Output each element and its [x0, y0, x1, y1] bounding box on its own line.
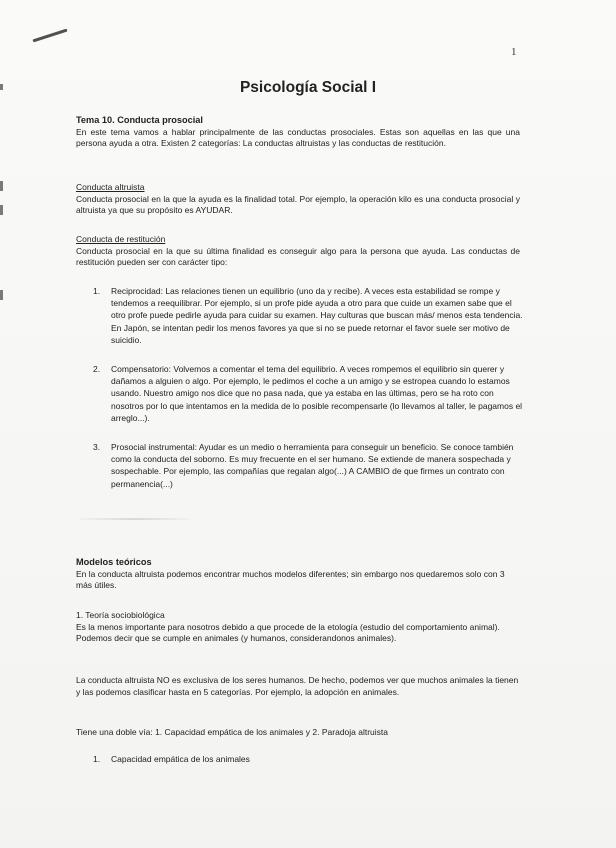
topic-section — [76, 115, 520, 150]
restitucion-heading: Conducta de restitución — [76, 234, 166, 244]
altruismo-animal-paragraph — [76, 675, 520, 698]
list-item — [93, 441, 523, 490]
list-item — [93, 363, 523, 424]
paragraph-text: Tiene una doble vía: 1. Capacidad empática de los animales y 2. Paradoja altruista — [76, 727, 389, 737]
modelos-intro: En la conducta altruista podemos encontrar muchos modelos diferentes; sin embargo nos quedaremos solo con 3 más útiles. — [76, 568, 505, 591]
doble-via-paragraph — [76, 727, 520, 739]
list-item — [93, 753, 523, 765]
list-item-number: 1. — [93, 754, 101, 764]
altruista-heading: Conducta altruista — [76, 182, 145, 192]
punch-mark — [0, 290, 3, 300]
topic-intro: En este tema vamos a hablar principalmente de las conductas prosociales. Estas son aquellas en las que una persona ayuda a otra. Existen 2 categorías: La conductas altruistas y las conductas de restitución. — [76, 126, 520, 149]
pen-stroke — [32, 29, 67, 43]
paragraph-text: La conducta altruista NO es exclusiva de los seres humanos. De hecho, podemos ver que muchos animales la tienen y las podemos clasificar hasta en 5 categorías. Por ejemplo, la adopción en animales. — [76, 675, 519, 697]
list-item-number: 2. — [93, 364, 101, 374]
scan-smudge — [80, 518, 190, 520]
restitucion-text: Conducta prosocial en la que su última finalidad es conseguir algo para la persona que ayuda. Las conductas de restitución pueden ser con carácter tipo: — [76, 245, 520, 268]
teoria-section — [76, 610, 520, 645]
list-item-text: Prosocial instrumental: Ayudar es un medio o herramienta para conseguir un beneficio. Se conoce también como la conducta del soborno. Es muy frecuente en el ser humano. Se extiende de manera sospechada y sospechable. Por ejemplo, las compañías que regalan algo(...) A CAMBIO de que firmes un contrato con permanencia(...) — [111, 442, 514, 489]
teoria-heading: 1. Teoría sociobiológica — [76, 610, 165, 620]
topic-heading: Tema 10. Conducta prosocial — [76, 115, 203, 125]
modelos-section — [76, 557, 520, 592]
altruista-section — [76, 182, 520, 217]
list-item-text: Capacidad empática de los animales — [111, 754, 250, 764]
restitucion-section — [76, 234, 520, 269]
modelos-heading: Modelos teóricos — [76, 557, 152, 567]
list-item-number: 1. — [93, 286, 101, 296]
altruista-text: Conducta prosocial en la que la ayuda es la finalidad total. Por ejemplo, la operación kilo es una conducta prosocial y altruista ya que su propósito es AYUDAR. — [76, 193, 520, 216]
list-item-text: Reciprocidad: Las relaciones tienen un equilibrio (uno da y recibe). A veces esta estabilidad se rompe y tendemos a reequilibrar. Por ejemplo, si un profe pide ayuda a otro para que cuide un examen sabe que el otro profe puede pedirle ayuda para cuidar su examen. Hay culturas que buscan más/ menos esta tendencia. En Japón, se intentan pedir los menos favores ya que si no se puede retornar el favor suele ser motivo de suicidio. — [111, 286, 523, 345]
page-number: 1 — [511, 46, 517, 58]
list-item-number: 3. — [93, 442, 101, 452]
list-item — [93, 285, 523, 346]
teoria-text: Es la menos importante para nosotros debido a que procede de la etología (estudio del comportamiento animal). Podemos decir que se cumple en animales (y humanos, considerandonos animales). — [76, 621, 500, 644]
list-item-text: Compensatorio: Volvemos a comentar el tema del equilibrio. A veces rompemos el equilibrio sin querer y dañamos a alguien o algo. Por ejemplo, le pedimos el coche a un amigo y se estropea cuando lo estamos usando. Nuestro amigo nos dice que no pasa nada, que ya estaba en las últimas, pero se ha roto con nosotros por lo que intentamos en la medida de lo posible recompensarle (lo llevamos al taller, le pagamos el arreglo...). — [111, 364, 523, 423]
page-title: Psicología Social I — [239, 79, 377, 96]
punch-mark — [0, 205, 3, 215]
punch-mark — [0, 181, 3, 191]
